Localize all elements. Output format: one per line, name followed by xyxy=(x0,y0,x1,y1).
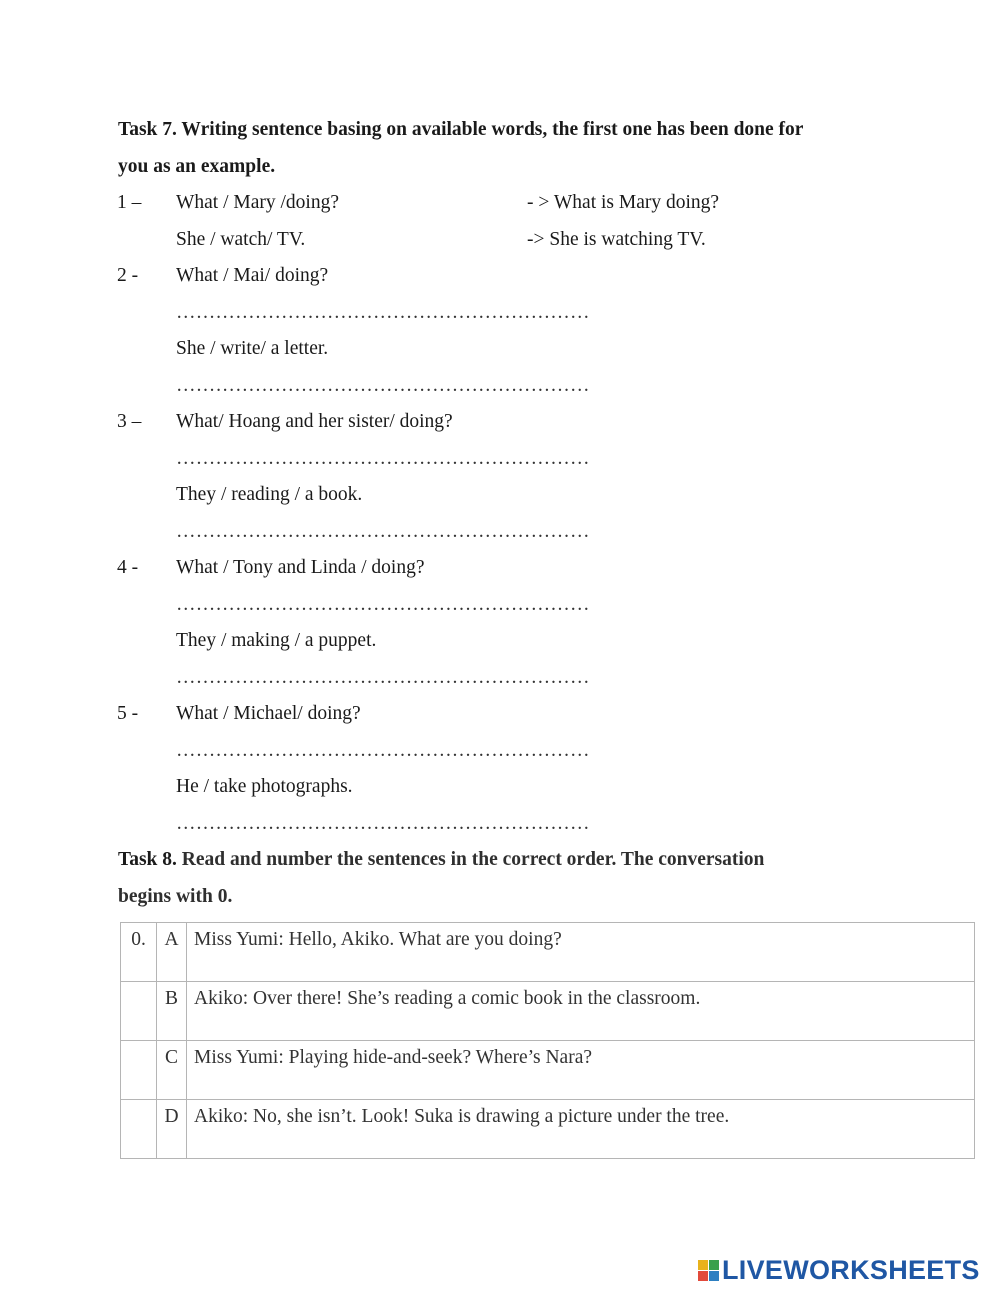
item-question: What / Mary /doing? xyxy=(176,192,339,213)
table-row xyxy=(121,1100,975,1159)
item-number: 5 - xyxy=(117,703,139,724)
logo-text: LIVEWORKSHEETS xyxy=(722,1254,980,1285)
order-number-cell[interactable] xyxy=(121,1041,157,1100)
item-number: 4 - xyxy=(117,557,139,578)
answer-blank[interactable]: ……………………………………………………… xyxy=(176,813,590,834)
task8-heading-rest: Read and number the sentences in the correct order. The conversation xyxy=(181,849,765,870)
table-row xyxy=(121,923,975,982)
task8-heading-line1 xyxy=(118,842,878,879)
item-number: 1 – xyxy=(117,192,142,213)
logo-blocks-icon xyxy=(698,1260,719,1281)
task7-heading-line2: you as an example. xyxy=(118,155,276,177)
item-question: What/ Hoang and her sister/ doing? xyxy=(176,411,453,432)
item-number: 2 - xyxy=(117,265,139,286)
row-letter: D xyxy=(157,1100,187,1159)
sentence-text: Akiko: Over there! She’s reading a comic book in the classroom. xyxy=(187,982,975,1041)
order-number-cell[interactable] xyxy=(121,1100,157,1159)
item-question: What / Tony and Linda / doing? xyxy=(176,557,425,578)
answer-blank[interactable]: ……………………………………………………… xyxy=(176,448,590,469)
logo-block xyxy=(709,1271,719,1281)
conversation-order-table xyxy=(120,922,975,1159)
row-letter: B xyxy=(157,982,187,1041)
sentence-text: Miss Yumi: Playing hide-and-seek? Where’s Nara? xyxy=(187,1041,975,1100)
answer-blank[interactable]: ……………………………………………………… xyxy=(176,594,590,615)
item-question: What / Mai/ doing? xyxy=(176,265,329,286)
item-statement: She / write/ a letter. xyxy=(176,338,329,359)
liveworksheets-logo[interactable] xyxy=(698,1255,980,1285)
item-number: 3 – xyxy=(117,411,142,432)
task8-heading xyxy=(118,842,878,915)
answer-blank[interactable]: ……………………………………………………… xyxy=(176,375,590,396)
order-number-cell[interactable]: 0. xyxy=(121,923,157,982)
sentence-text: Miss Yumi: Hello, Akiko. What are you doing? xyxy=(187,923,975,982)
answer-blank[interactable]: ……………………………………………………… xyxy=(176,740,590,761)
task8-heading-line2: begins with 0. xyxy=(118,885,233,907)
order-number-cell[interactable] xyxy=(121,982,157,1041)
task7-heading xyxy=(118,112,878,185)
logo-block xyxy=(698,1271,708,1281)
logo-block xyxy=(698,1260,708,1270)
item-statement: They / reading / a book. xyxy=(176,484,363,505)
logo-block xyxy=(709,1260,719,1270)
sentence-text: Akiko: No, she isn’t. Look! Suka is drawing a picture under the tree. xyxy=(187,1100,975,1159)
item-statement: They / making / a puppet. xyxy=(176,630,377,651)
example-question-answer: - > What is Mary doing? xyxy=(527,192,720,213)
answer-blank[interactable]: ……………………………………………………… xyxy=(176,667,590,688)
example-statement-answer: -> She is watching TV. xyxy=(527,229,706,250)
task8-heading-lead: Task 8. xyxy=(118,849,177,870)
row-letter: A xyxy=(157,923,187,982)
row-letter: C xyxy=(157,1041,187,1100)
item-question: What / Michael/ doing? xyxy=(176,703,361,724)
answer-blank[interactable]: ……………………………………………………… xyxy=(176,521,590,542)
task7-heading-line1: Task 7. Writing sentence basing on available words, the first one has been done for xyxy=(118,119,804,140)
table-row xyxy=(121,1041,975,1100)
table-row xyxy=(121,982,975,1041)
answer-blank[interactable]: ……………………………………………………… xyxy=(176,302,590,323)
item-statement: She / watch/ TV. xyxy=(176,229,306,250)
item-statement: He / take photographs. xyxy=(176,776,353,797)
